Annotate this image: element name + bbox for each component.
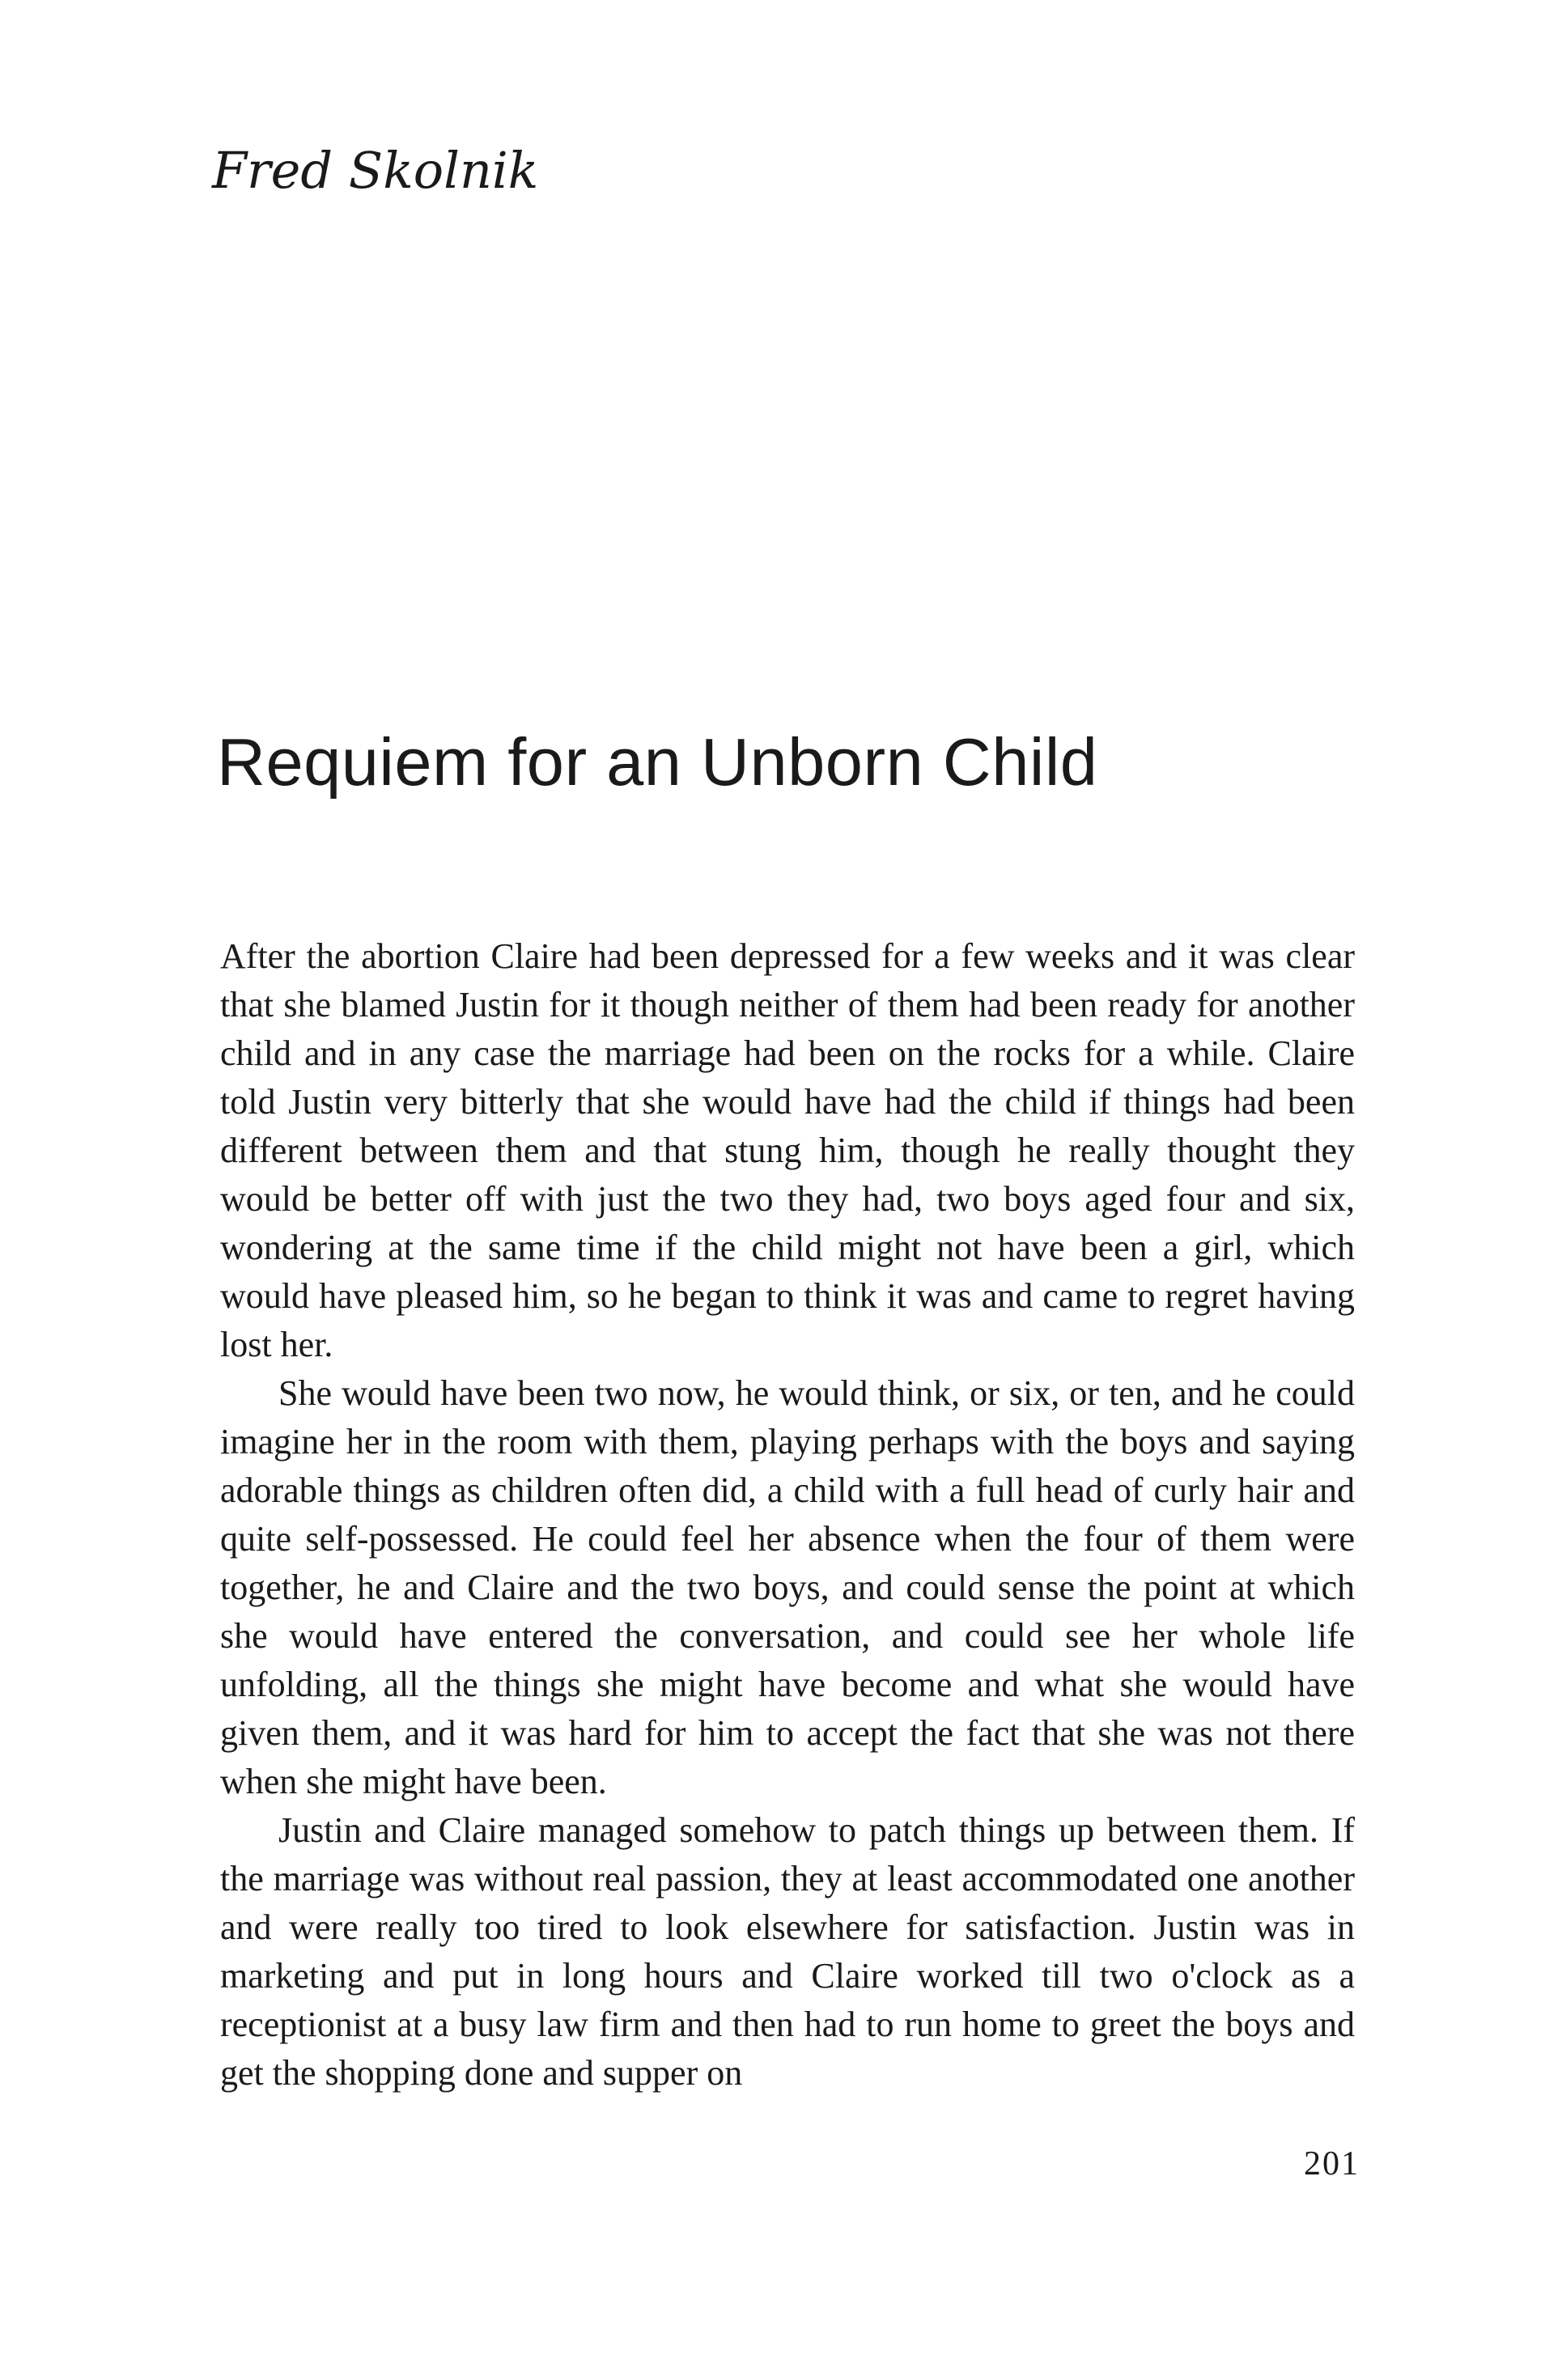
story-title: Requiem for an Unborn Child <box>217 724 1098 800</box>
author-name: Fred Skolnik <box>212 141 539 200</box>
story-body <box>220 932 1355 2098</box>
paragraph-3: Justin and Claire managed somehow to patch things up between them. If the marriage was without real passion, they at least accommodated one another and were really too tired to look elsewhere for satisfaction. Justin was in marketing and put in long hours and Claire worked till two o'clock as a receptionist at a busy law firm and then had to run home to greet the boys and get the shopping done and supper on <box>220 1810 1355 2093</box>
page-number: 201 <box>1304 2145 1360 2183</box>
paragraph-2: She would have been two now, he would think, or six, or ten, and he could imagine her in the room with them, playing perhaps with the boys and saying adorable things as children often did, a child with a full head of curly hair and quite self-possessed. He could feel her absence when the four of them were together, he and Claire and the two boys, and could sense the point at which she would have entered the conversation, and could see her whole life unfolding, all the things she might have become and what she would have given them, and it was hard for him to accept the fact that she was not there when she might have been. <box>220 1373 1355 1801</box>
paragraph-1: After the abortion Claire had been depressed for a few weeks and it was clear that she blamed Justin for it though neither of them had been ready for another child and in any case the marriage had been on the rocks for a while. Claire told Justin very bitterly that she would have had the child if things had been different between them and that stung him, though he really thought they would be better off with just the two they had, two boys aged four and six, wondering at the same time if the child might not have been a girl, which would have pleased him, so he began to think it was and came to regret having lost her. <box>220 936 1355 1364</box>
